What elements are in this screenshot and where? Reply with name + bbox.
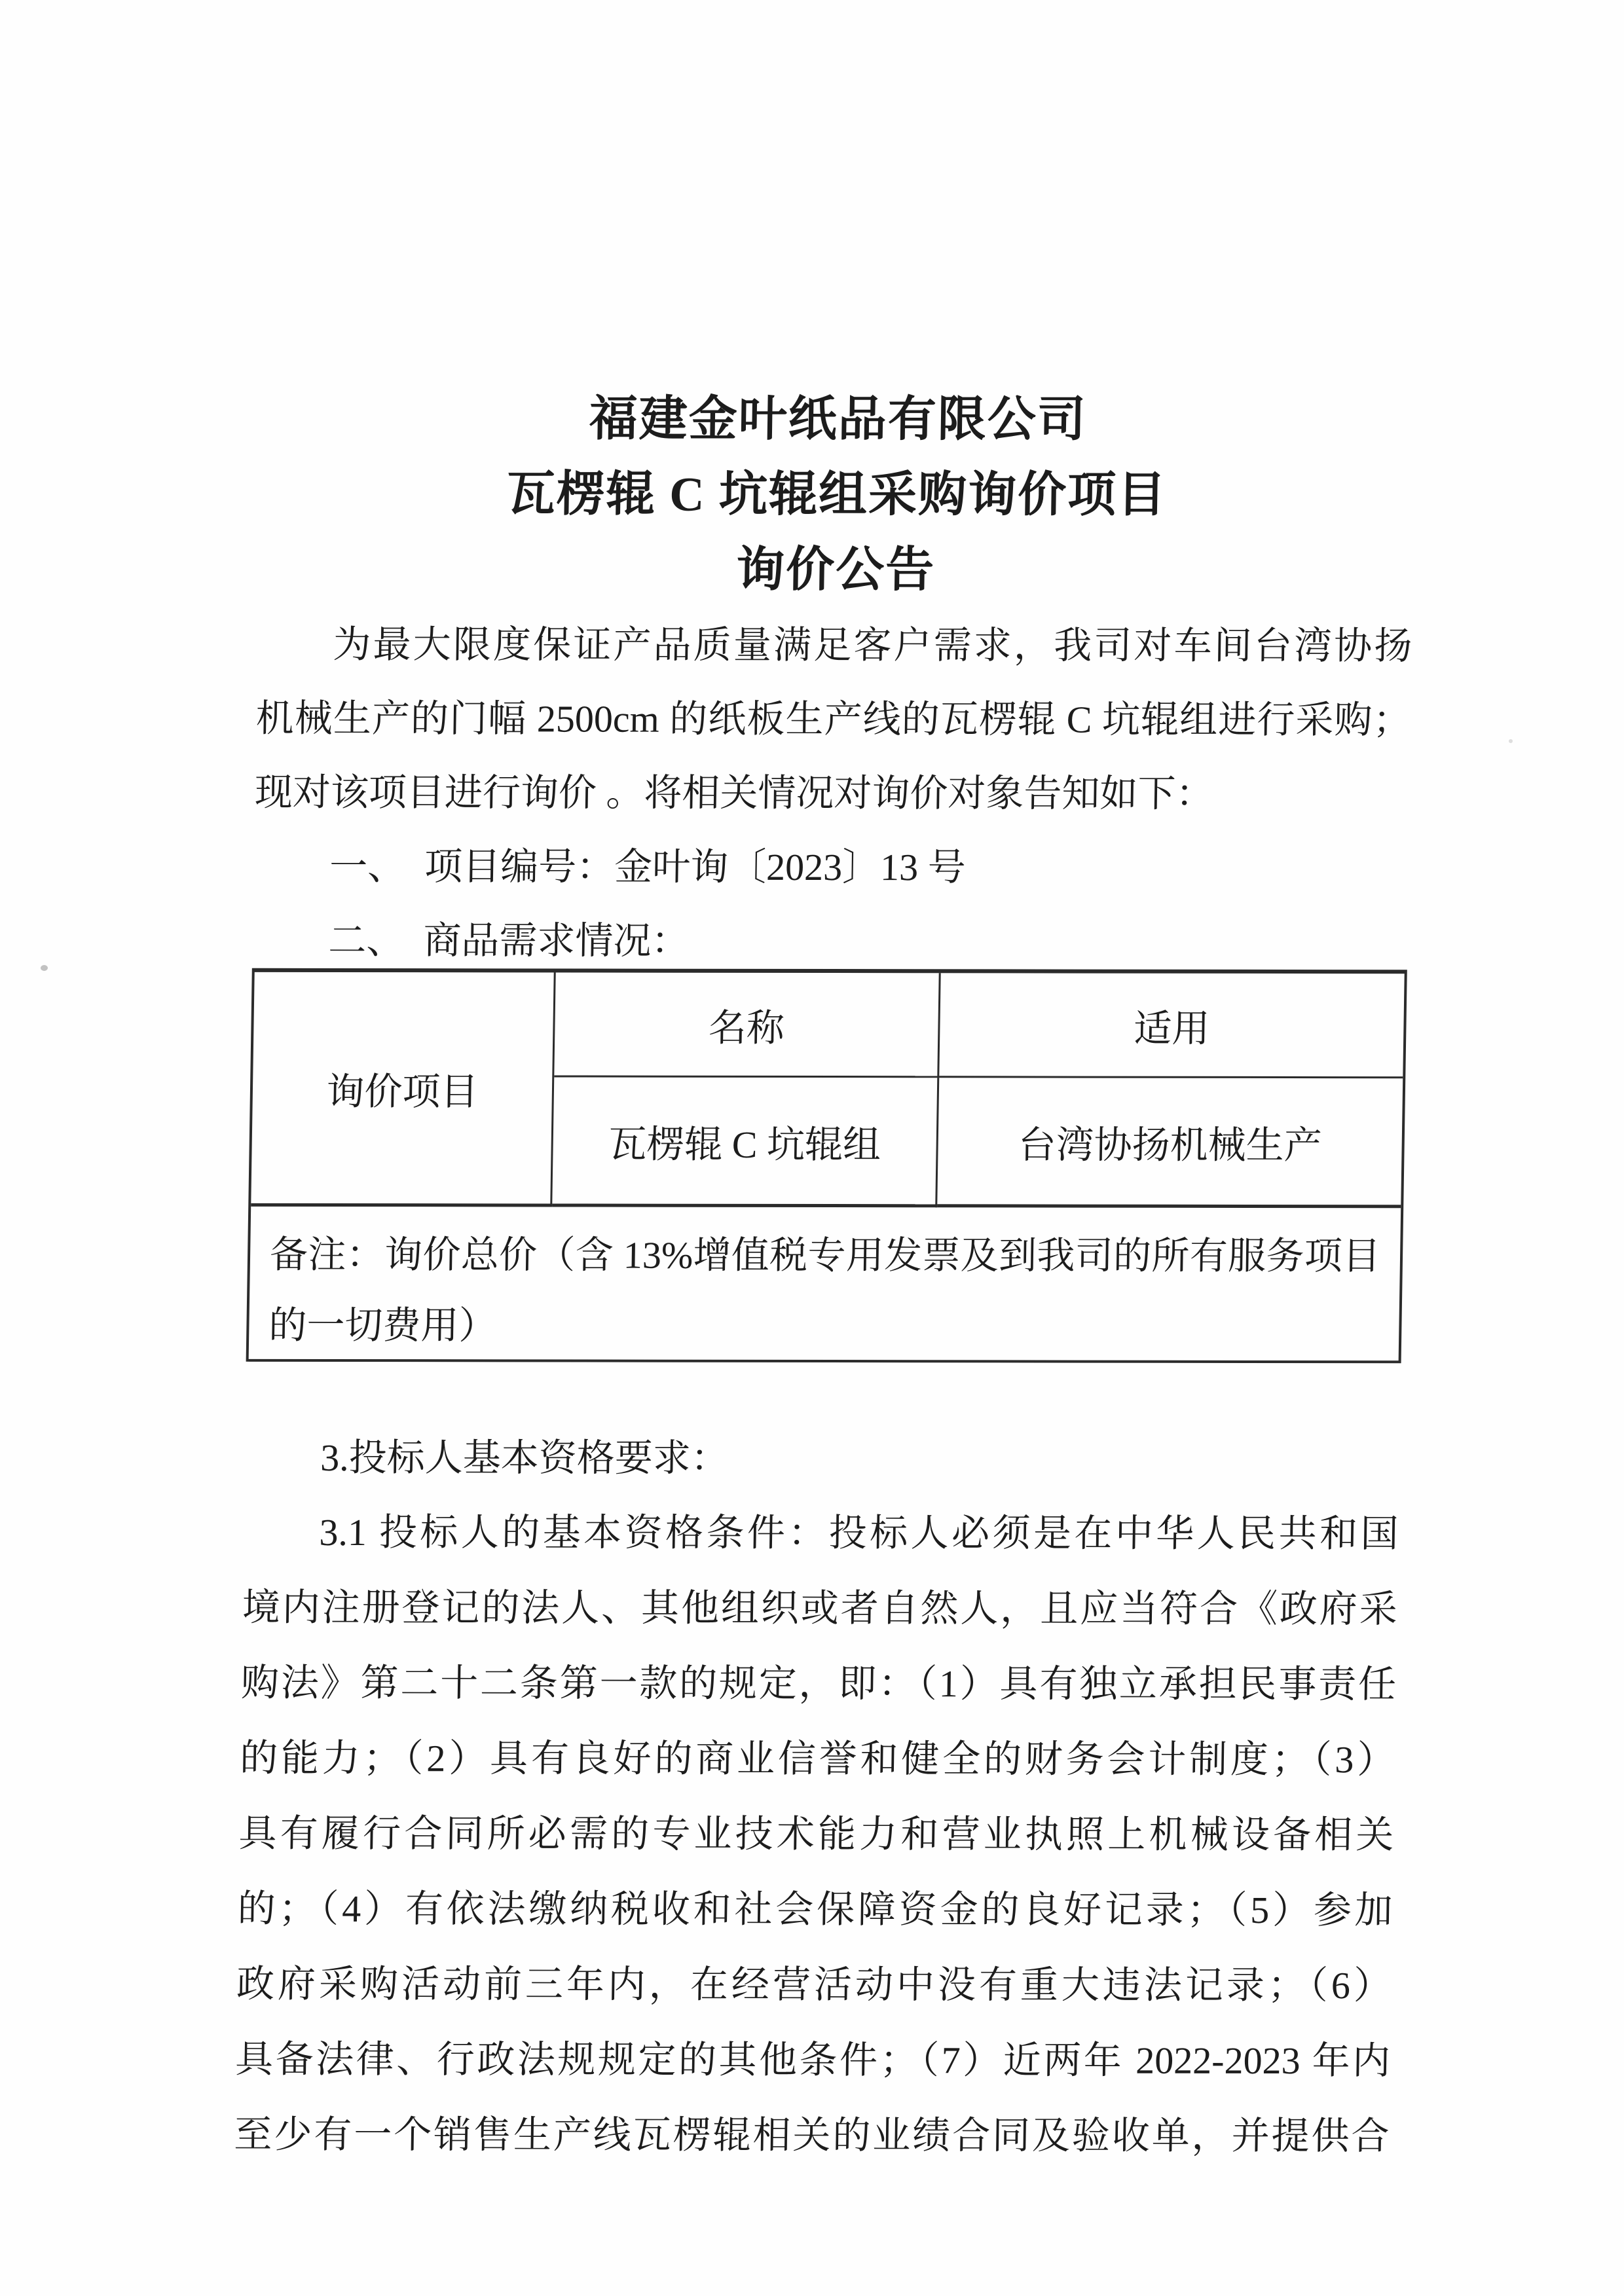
table-header-name: 名称: [554, 972, 940, 1078]
list-item-demand: 二、 商品需求情况：: [327, 919, 690, 962]
project-title: 瓦楞辊 C 坑辊组采购询价项目: [506, 467, 1168, 522]
table-cell-name-value: 瓦楞辊 C 坑辊组: [552, 1077, 939, 1207]
intro-line: 现对该项目进行询价 。将相关情况对询价对象告知如下：: [254, 771, 1214, 815]
paragraph-line: 的；（4）有依法缴纳税收和社会保障资金的良好记录；（5）参加: [237, 1887, 1393, 1932]
paragraph-line: 具备法律、行政法规规定的其他条件；（7）近两年 2022-2023 年内: [234, 2037, 1391, 2083]
list-item-project-number: 一、 项目编号：金叶询〔2023〕13 号: [329, 845, 967, 889]
paragraph-line: 至少有一个销售生产线瓦楞辊相关的业绩合同及验收单，并提供合: [233, 2113, 1390, 2158]
paragraph-line: 境内注册登记的法人、其他组织或者自然人，且应当符合《政府采: [242, 1586, 1398, 1631]
intro-line: 机械生产的门幅 2500cm 的纸板生产线的瓦楞辊 C 坑辊组进行采购；: [255, 697, 1412, 742]
intro-line: 为最大限度保证产品质量满足客户需求，我司对车间台湾协扬: [332, 623, 1412, 668]
section3-paragraph: [234, 1495, 1399, 2174]
note-line: 备注：询价总价（含 13%增值税专用发票及到我司的所有服务项目: [269, 1233, 1381, 1278]
paragraph-line: 具有履行合同所必需的专业技术能力和营业执照上机械设备相关: [238, 1812, 1394, 1857]
company-title: 福建金叶纸品有限公司: [589, 392, 1088, 447]
table-header-applicable: 适用: [939, 973, 1404, 1078]
section3-heading: 3.投标人基本资格要求：: [320, 1436, 729, 1480]
announcement-title: 询价公告: [735, 543, 936, 598]
table-note-cell: [249, 1207, 1401, 1360]
requirements-table: [246, 968, 1407, 1363]
paragraph-line: 的能力；（2）具有良好的商业信誉和健全的财务会计制度；（3）: [239, 1736, 1395, 1781]
paragraph-line: 政府采购活动前三年内，在经营活动中没有重大违法记录；（6）: [236, 1962, 1392, 2007]
paragraph-line: 购法》第二十二条第一款的规定，即：（1）具有独立承担民事责任: [240, 1661, 1397, 1706]
table-cell-inquiry-item: 询价项目: [251, 972, 555, 1207]
intro-paragraph: [254, 608, 1412, 831]
paragraph-line: 3.1 投标人的基本资格条件：投标人必须是在中华人民共和国: [319, 1510, 1399, 1556]
table-cell-applicable-value: 台湾协扬机械生产: [937, 1078, 1403, 1208]
note-line: 的一切费用）: [268, 1303, 497, 1347]
